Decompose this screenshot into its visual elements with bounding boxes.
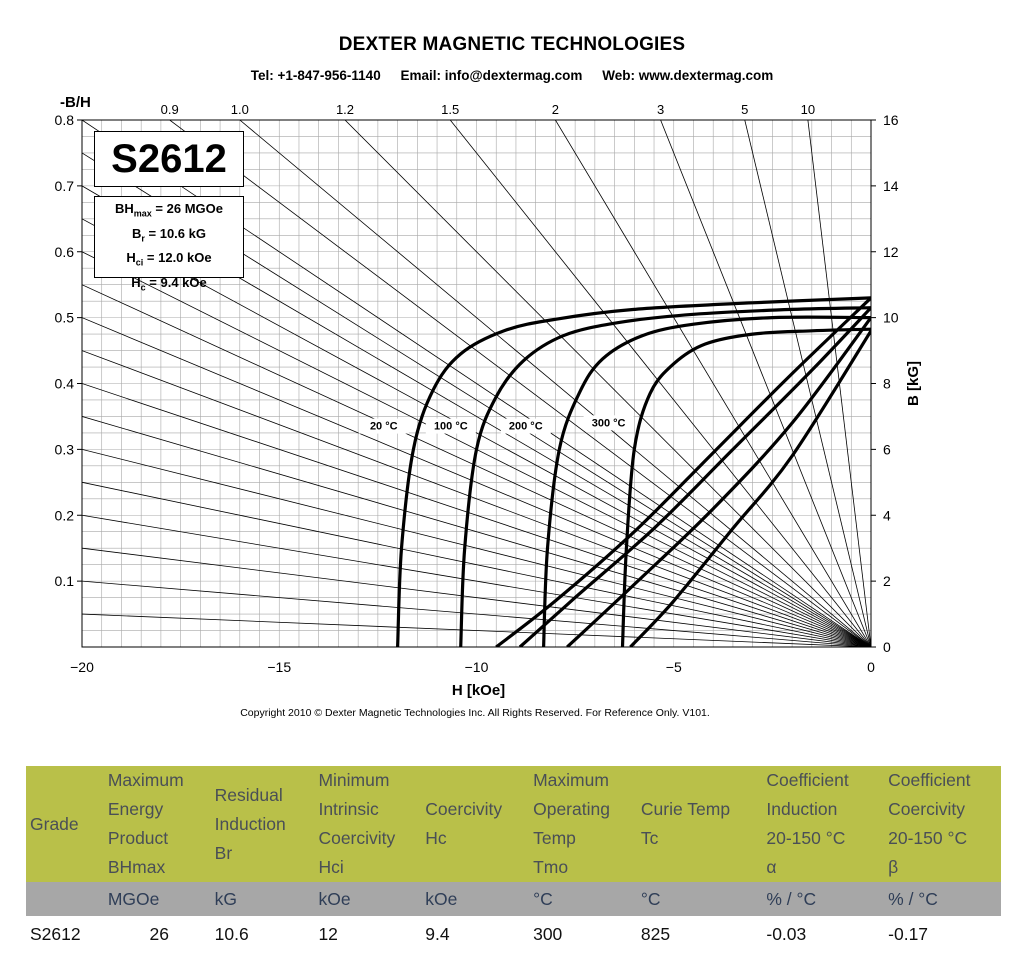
column-header-line: Maximum bbox=[107, 770, 184, 790]
y-tick-label: 8 bbox=[883, 375, 891, 392]
y-left-tick-label: 0.8 bbox=[54, 112, 74, 128]
table-cell: 300 bbox=[529, 916, 637, 952]
column-header bbox=[104, 766, 211, 882]
column-header-line: Coercivity bbox=[318, 828, 396, 848]
properties-table bbox=[26, 766, 1001, 952]
right-axis-title: B [kG] bbox=[905, 361, 922, 406]
unit-cell bbox=[26, 882, 104, 916]
column-header-line: Operating bbox=[533, 799, 610, 819]
unit-cell: kOe bbox=[421, 882, 529, 916]
y-tick-label: 4 bbox=[883, 507, 891, 524]
left-axis-title: -B/H bbox=[60, 94, 91, 111]
table-cell: 825 bbox=[637, 916, 762, 952]
column-header-line: Product bbox=[107, 828, 169, 848]
y-left-tick-label: 0.6 bbox=[54, 243, 74, 260]
property-hc: $H_c = 9.4$ kOe bbox=[131, 274, 207, 293]
contact-email: Email: info@dextermag.com bbox=[400, 68, 583, 83]
copyright-notice: Copyright 2010 © Dexter Magnetic Technologies Inc. All Rights Reserved. For Reference Only. V101. bbox=[240, 707, 710, 719]
column-header bbox=[314, 766, 421, 882]
temperature-label-text: 200 °C bbox=[508, 420, 543, 433]
load-line-label: 1.2 bbox=[335, 102, 355, 117]
column-header-line: Induction bbox=[214, 813, 286, 834]
curve-normal bbox=[630, 331, 871, 647]
unit-cell: kOe bbox=[314, 882, 421, 916]
table-cell: 10.6 bbox=[211, 916, 315, 952]
x-tick-label: 0 bbox=[867, 659, 875, 675]
unit-cell: % / °C bbox=[884, 882, 1001, 916]
column-header-line: Curie Temp bbox=[640, 799, 731, 819]
table-cell: 12 bbox=[314, 916, 421, 952]
table-cell: 26 bbox=[104, 916, 211, 952]
y-left-tick-label: 0.3 bbox=[54, 441, 74, 458]
column-header-line: Tc bbox=[640, 828, 659, 848]
load-line-label: 1.0 bbox=[230, 102, 249, 117]
unit-cell: MGOe bbox=[104, 882, 211, 916]
load-line-label: 10 bbox=[800, 102, 816, 117]
column-header bbox=[637, 766, 762, 882]
y-tick-label: 6 bbox=[883, 441, 891, 458]
temperature-label bbox=[426, 419, 476, 434]
column-header-line: Maximum bbox=[533, 770, 609, 790]
column-header-line: Energy bbox=[107, 799, 164, 819]
y-tick-label: 12 bbox=[883, 243, 899, 260]
column-header-line: BHmax bbox=[107, 857, 166, 877]
temperature-label bbox=[584, 415, 634, 430]
y-tick-label: 10 bbox=[883, 309, 899, 326]
y-left-tick-label: 0.1 bbox=[54, 573, 74, 590]
property-bhmax: $BH_{max} = 26$ MGOe bbox=[115, 201, 223, 219]
column-header-line: α bbox=[766, 857, 777, 877]
column-header-line: β bbox=[888, 857, 899, 877]
column-header bbox=[529, 766, 637, 882]
temperature-label-text: 20 °C bbox=[369, 420, 398, 433]
temperature-label bbox=[359, 419, 409, 434]
load-line-label: 5 bbox=[741, 102, 749, 117]
column-header-line: Grade bbox=[30, 813, 79, 834]
column-header-line: Coefficient bbox=[888, 770, 971, 790]
y-left-tick-label: 0.5 bbox=[54, 309, 74, 326]
y-tick-label: 16 bbox=[883, 112, 899, 128]
table-cell: -0.03 bbox=[762, 916, 884, 952]
table-units-row bbox=[26, 882, 1001, 916]
column-header-line: Coercivity bbox=[888, 799, 965, 819]
unit-cell: °C bbox=[529, 882, 637, 916]
load-line-label: 1.5 bbox=[441, 102, 460, 117]
temperature-label bbox=[501, 419, 551, 434]
x-tick-label: −15 bbox=[267, 659, 292, 675]
temperature-label-text: 100 °C bbox=[433, 420, 468, 433]
column-header-line: Hci bbox=[318, 857, 344, 877]
page-title: DEXTER MAGNETIC TECHNOLOGIES bbox=[338, 34, 686, 55]
column-header bbox=[211, 766, 315, 882]
column-header-line: Minimum bbox=[318, 770, 390, 790]
column-header-line: 20-150 °C bbox=[766, 828, 846, 848]
x-tick-label: −10 bbox=[464, 659, 489, 675]
y-tick-label: 14 bbox=[883, 177, 899, 194]
x-tick-label: −20 bbox=[70, 659, 94, 675]
table-cell: 9.4 bbox=[421, 916, 529, 952]
column-header-line: Hc bbox=[425, 828, 447, 848]
property-box bbox=[94, 196, 244, 293]
column-header-line: Temp bbox=[533, 828, 576, 848]
column-header-line: 20-150 °C bbox=[888, 828, 968, 848]
unit-cell: kG bbox=[211, 882, 315, 916]
column-header bbox=[26, 766, 104, 882]
x-axis-title: H [kOe] bbox=[451, 682, 506, 699]
column-header-line: Induction bbox=[766, 799, 838, 819]
x-tick-label: −5 bbox=[665, 659, 682, 675]
column-header bbox=[762, 766, 884, 882]
load-line-label: 0.9 bbox=[160, 102, 179, 117]
column-header-line: Coefficient bbox=[766, 770, 849, 790]
y-left-tick-label: 0.2 bbox=[54, 507, 74, 524]
table-cell: S2612 bbox=[26, 916, 104, 952]
table-row bbox=[26, 916, 1001, 952]
y-left-tick-label: 0.4 bbox=[54, 375, 74, 392]
temperature-label-text: 300 °C bbox=[591, 417, 626, 430]
y-left-tick-label: 0.7 bbox=[54, 177, 74, 194]
property-hci: $H_{ci} = 12.0$ kOe bbox=[126, 250, 212, 268]
table-header-row bbox=[26, 766, 1001, 882]
y-tick-label: 0 bbox=[883, 639, 891, 655]
column-header-line: Intrinsic bbox=[318, 799, 379, 819]
contact-web: Web: www.dextermag.com bbox=[602, 68, 774, 83]
column-header-line: Residual bbox=[214, 784, 283, 805]
unit-cell: % / °C bbox=[762, 882, 884, 916]
column-header-line: Coercivity bbox=[425, 799, 503, 819]
unit-cell: °C bbox=[637, 882, 762, 916]
column-header-line: Br bbox=[214, 842, 233, 863]
column-header bbox=[884, 766, 1001, 882]
property-br: $B_r = 10.6$ kG bbox=[132, 225, 206, 244]
grade-box: S2612 bbox=[94, 131, 244, 187]
contact-phone: Tel: +1-847-956-1140 bbox=[250, 68, 381, 83]
column-header bbox=[421, 766, 529, 882]
table-cell: -0.17 bbox=[884, 916, 1001, 952]
y-tick-label: 2 bbox=[883, 573, 891, 590]
load-line-label: 2 bbox=[551, 102, 560, 117]
load-line-label: 3 bbox=[656, 102, 665, 117]
column-header-line: Tmo bbox=[533, 857, 569, 877]
